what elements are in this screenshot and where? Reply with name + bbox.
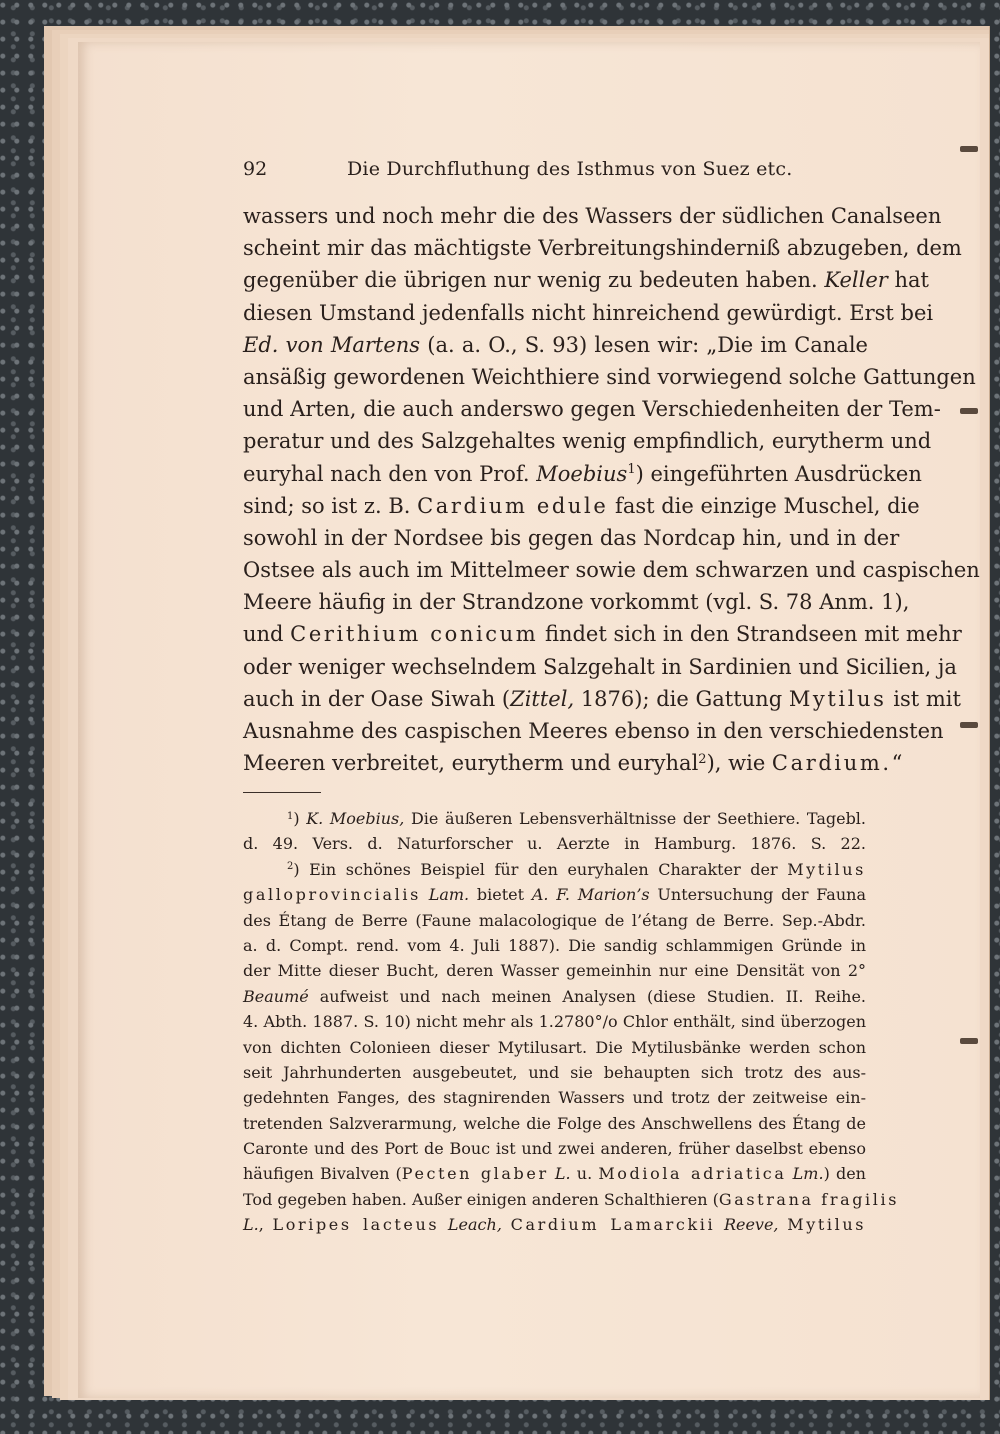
text-run: sind; so ist z. B. xyxy=(243,493,418,518)
text-run: auch in der Oase Siwah ( xyxy=(243,686,511,711)
text-run: ) xyxy=(293,809,307,828)
text-run: seit Jahrhunderten ausgebeutet, und sie behaupten sich trotz des aus- xyxy=(243,1062,866,1082)
text-run: ) den xyxy=(823,1164,866,1184)
footnote-line xyxy=(243,1035,866,1060)
text-run: (a. a. O., S. 93) lesen wir: „Die im Canale xyxy=(420,332,868,357)
main-text xyxy=(243,200,980,779)
footnote-line xyxy=(243,1161,866,1186)
footnote-line xyxy=(243,857,866,882)
italic-name: A. F. Marion’s xyxy=(531,885,650,905)
text-run: oder weniger wechselndem Salzgehalt in Sardinien und Sicilien, ja xyxy=(243,654,957,679)
text-run: diesen Umstand jedenfalls nicht hinreichend gewürdigt. Erst bei xyxy=(243,300,934,325)
text-line xyxy=(243,747,903,779)
text-run: Ostsee als auch im Mittelmeer sowie dem schwarzen und caspischen xyxy=(243,558,980,583)
spaced-taxon: galloprovincialis xyxy=(243,885,421,905)
spaced-taxon: Cardium Lamarckii xyxy=(510,1215,716,1235)
text-line xyxy=(243,329,868,361)
footnote-line xyxy=(243,806,866,831)
footnote-line xyxy=(243,1060,866,1085)
spaced-taxon: Mytilus xyxy=(788,686,887,711)
footnote-marker: 1 xyxy=(627,462,636,478)
spaced-taxon: Modiola adriatica xyxy=(598,1164,787,1184)
footnote-rule xyxy=(243,792,321,793)
footnote-line xyxy=(243,1187,900,1212)
text-line xyxy=(243,264,929,296)
italic-name: Beaumé xyxy=(243,986,309,1006)
text-run: peratur und des Salzgehaltes wenig empfindlich, eurytherm und xyxy=(243,429,932,454)
text-run: häufigen Bivalven ( xyxy=(243,1164,402,1184)
text-run: scheint mir das mächtigste Verbreitungshinderniß abzugeben, dem xyxy=(243,236,962,261)
running-header xyxy=(0,158,1000,188)
text-run: euryhal nach den von Prof. xyxy=(243,461,537,486)
spaced-taxon: Loripes lacteus xyxy=(272,1215,440,1235)
text-run: Meere häufig in der Strandzone vorkommt (vgl. S. 78 Anm. 1), xyxy=(243,590,910,615)
italic-name: K. Moebius, xyxy=(306,809,405,828)
page-tab-mark xyxy=(960,722,978,728)
text-run: findet sich in den Strandseen mit mehr xyxy=(538,622,962,647)
text-run: ) Ein schönes Beispiel für den euryhalen Charakter der xyxy=(293,859,788,879)
footnote-marker: 1 xyxy=(287,810,294,822)
text-run: ansäßig gewordenen Weichthiere sind vorwiegend solche Gattungen xyxy=(243,364,976,389)
text-line xyxy=(243,458,922,490)
text-run: Tod gegeben haben. Außer einigen anderen Schalthieren ( xyxy=(243,1189,719,1209)
italic-name: Lam. xyxy=(428,885,470,905)
spaced-taxon: Gastrana fragilis xyxy=(718,1189,900,1209)
page-tab-mark xyxy=(960,146,978,152)
footnote-marker: 2 xyxy=(287,861,294,873)
text-line xyxy=(243,393,941,425)
italic-name: Reeve, xyxy=(723,1215,779,1235)
footnote-line xyxy=(243,933,866,958)
footnote-line xyxy=(243,1085,866,1110)
text-run: 4. Abth. 1887. S. 10) nicht mehr als 1.2780°/o Chlor enthält, sind überzogen xyxy=(243,1012,866,1032)
footnote-line xyxy=(243,882,866,907)
spaced-taxon: Cerithium conicum xyxy=(290,622,539,647)
text-run: gegenüber die übrigen nur wenig zu bedeuten haben. xyxy=(243,268,825,293)
text-run: sowohl in der Nordsee bis gegen das Nordcap hin, und in der xyxy=(243,525,900,550)
footnote-line xyxy=(243,984,866,1009)
footnote-line xyxy=(243,1009,866,1034)
text-line xyxy=(243,554,980,586)
spaced-taxon: Cardium edule xyxy=(417,493,609,518)
text-run: und Arten, die auch anderswo gegen Verschiedenheiten der Tem- xyxy=(243,397,941,422)
text-run: 1876); die Gattung xyxy=(574,686,789,711)
text-line xyxy=(243,586,910,618)
text-line xyxy=(243,683,961,715)
footnote-line xyxy=(243,1212,866,1237)
italic-name: L. xyxy=(243,1215,259,1235)
text-line xyxy=(243,200,942,232)
footnote-line xyxy=(243,908,866,933)
text-line xyxy=(243,361,976,393)
italic-name: Leach, xyxy=(447,1215,502,1235)
text-run: ist mit xyxy=(886,686,961,711)
text-run: u. xyxy=(570,1164,599,1184)
text-line xyxy=(243,425,932,457)
text-run: fast die einzige Muschel, die xyxy=(608,493,920,518)
spaced-taxon: Pecten glaber xyxy=(401,1164,549,1184)
text-line xyxy=(243,651,957,683)
text-run xyxy=(439,1215,448,1234)
text-line xyxy=(243,490,920,522)
text-run: tretenden Salzverarmung, welche die Folge des Anschwellens des Étang de xyxy=(243,1113,866,1133)
text-run: d. 49. Vers. d. Naturforscher u. Aerzte in Hamburg. 1876. S. 22. xyxy=(243,834,866,854)
text-run: bietet xyxy=(469,885,532,905)
text-run: “ xyxy=(891,751,903,776)
text-line xyxy=(243,522,900,554)
text-run: ) eingeführten Ausdrücken xyxy=(635,461,922,486)
footnote-line xyxy=(243,1136,866,1161)
text-line xyxy=(243,297,934,329)
text-run: Caronte und des Port de Bouc ist und zwei anderen, früher daselbst ebenso xyxy=(243,1139,866,1159)
text-line xyxy=(243,232,962,264)
text-run: Ausnahme des caspischen Meeres ebenso in den verschiedensten xyxy=(243,719,944,743)
text-run: und xyxy=(243,622,291,647)
spaced-taxon: Mytilus xyxy=(787,859,866,879)
footnote-line xyxy=(243,958,866,983)
text-run: der Mitte dieser Bucht, deren Wasser gemeinhin nur eine Densität von 2° xyxy=(243,961,866,981)
footnotes xyxy=(243,806,900,1238)
italic-name: Keller xyxy=(824,268,888,293)
text-run: hat xyxy=(887,268,929,293)
italic-name: Moebius xyxy=(536,461,628,486)
text-run xyxy=(715,1215,724,1234)
footnote-line xyxy=(243,1111,866,1136)
text-run xyxy=(779,1215,788,1234)
text-run: des Étang de Berre (Faune malacologique de l’étang de Berre. Sep.-Abdr. xyxy=(243,910,866,930)
running-title: Die Durchfluthung des Isthmus von Suez etc. xyxy=(347,158,793,180)
text-run: gedehnten Fanges, des stagnirenden Wassers und trotz der zeitweise ein- xyxy=(243,1088,866,1108)
text-run: a. d. Compt. rend. vom 4. Juli 1887). Die sandig schlammigen Gründe in xyxy=(243,935,866,955)
italic-name: Zittel, xyxy=(510,686,575,711)
spaced-taxon: Cardium. xyxy=(771,751,892,776)
text-run: ), wie xyxy=(706,751,772,776)
italic-name: Ed. von Martens xyxy=(243,332,421,357)
italic-name: Lm. xyxy=(792,1164,824,1184)
text-run: aufweist und nach meinen Analysen (diese Studien. II. Reihe. xyxy=(308,986,866,1006)
text-run: , xyxy=(258,1215,273,1235)
page-tab-mark xyxy=(960,408,978,414)
page-number: 92 xyxy=(243,158,268,180)
footnote-marker: 2 xyxy=(698,752,707,768)
text-run: von dichten Colonieen dieser Mytilusart. Die Mytilusbänke werden schon xyxy=(243,1037,866,1057)
text-run xyxy=(502,1215,511,1234)
spaced-taxon: Mytilus xyxy=(787,1215,867,1235)
text-line xyxy=(243,715,944,747)
text-run: Meeren verbreitet, eurytherm und euryhal xyxy=(243,751,699,776)
text-run xyxy=(421,885,429,904)
text-run: wassers und noch mehr die des Wassers der südlichen Canalseen xyxy=(243,204,942,228)
text-run: Untersuchung der Fauna xyxy=(649,885,866,905)
text-run: Die äußeren Lebensverhältnisse der Seethiere. Tagebl. xyxy=(404,809,867,828)
footnote-line xyxy=(243,831,866,856)
text-line xyxy=(243,618,962,650)
page-tab-mark xyxy=(960,1038,978,1044)
italic-name: L. xyxy=(554,1164,571,1184)
